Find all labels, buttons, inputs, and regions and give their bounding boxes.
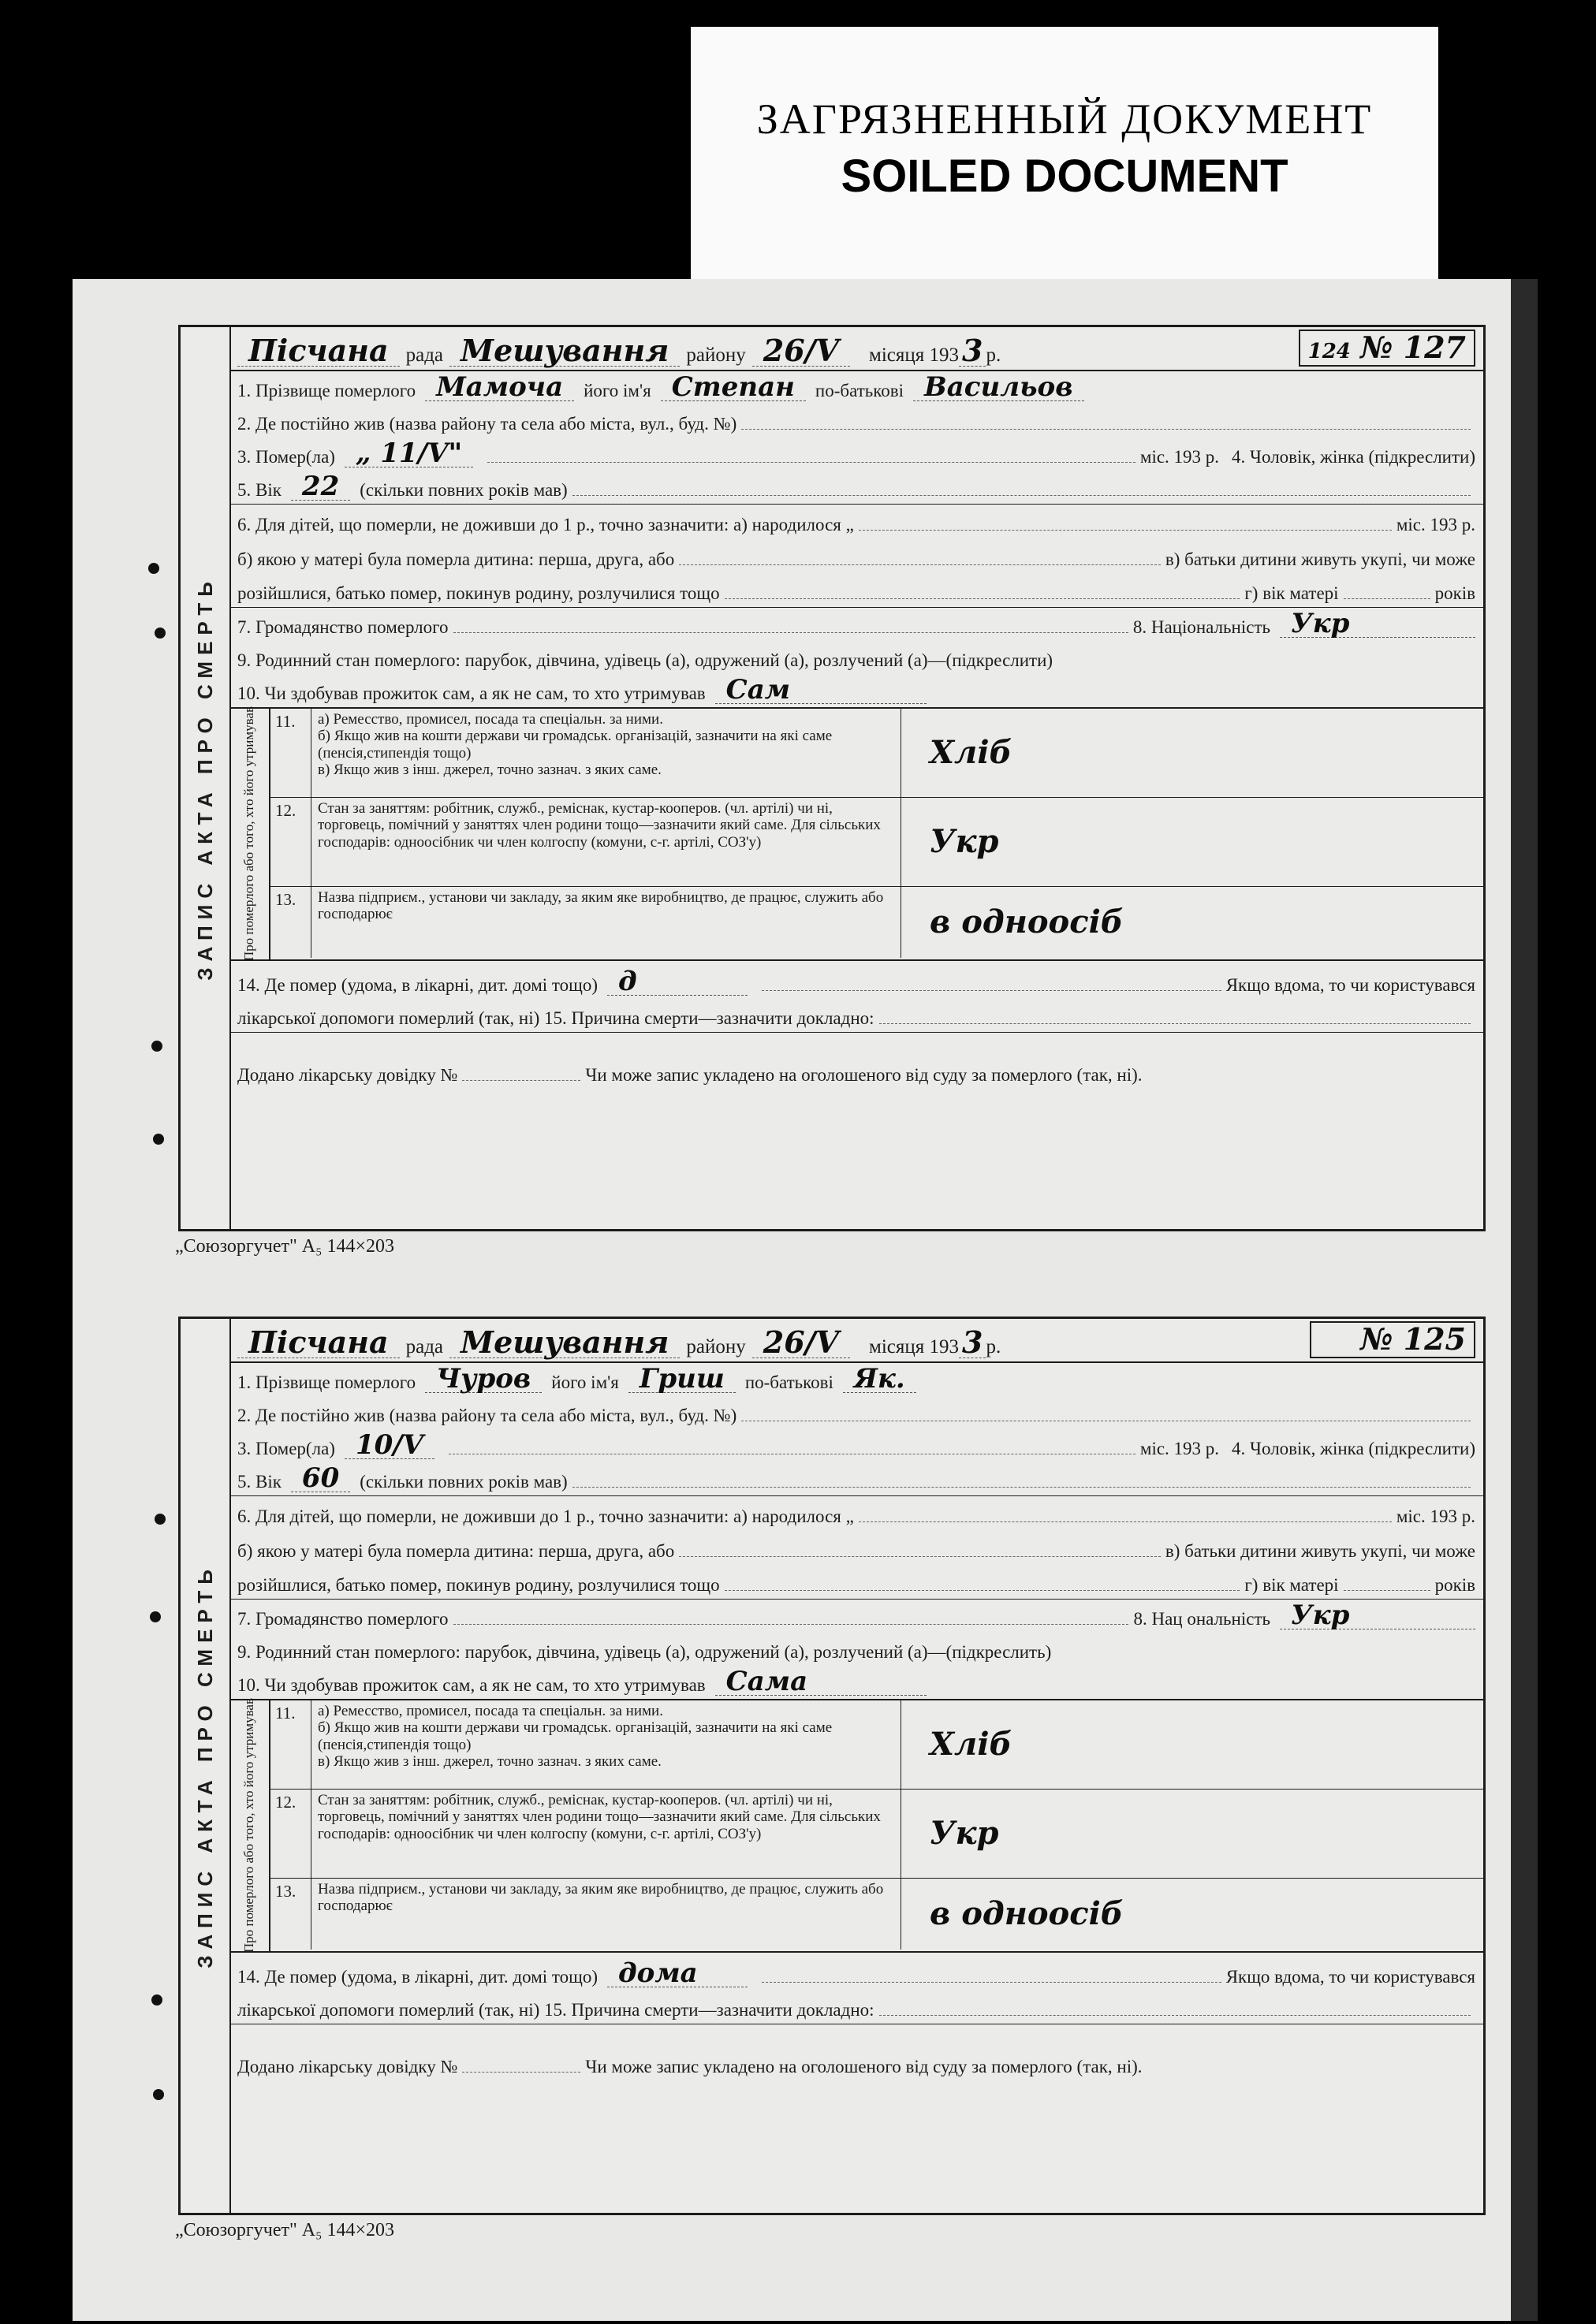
parents-label: в) батьки дитини живуть укупі, чи може [1165, 549, 1475, 569]
row-certificate [229, 1032, 1483, 1089]
child-born-label: 6. Для дітей, що померли, не доживши до 1 р., точно зазначити: а) народилося „ [237, 515, 854, 534]
citizenship-label: 7. Громадянство померлого [237, 617, 449, 637]
item-11-b: б) Якщо жив на кошти держави чи громадськ. організацій, зазначити на які саме (пенсія,стипендія тощо) [318, 728, 833, 762]
item-11 [270, 1700, 1483, 1790]
item-12-text: Стан за заняттям: робітник, служб., реміснак, кустар-кооперов. (чл. артілі) чи ні, торговець, помічний у заняттях член родини тощо—зазначити який саме. Для сільських господарів: одноосібник чи член колгоспу (комуни, с-г. артілі, СОЗ'у) [311, 798, 901, 886]
binding-hole [151, 1994, 162, 2006]
blank-line [859, 529, 1392, 531]
row-died [229, 1429, 1483, 1462]
place-of-death-label: 14. Де помер (удома, в лікарні, дит. домі тощо) [237, 1967, 598, 1987]
years-label: років [1434, 1575, 1475, 1595]
home-care-label: Якщо вдома, то чи користувався [1225, 1967, 1475, 1987]
row-place-of-death [229, 961, 1483, 999]
court-label: Чи може запис укладено на оголошеного від суду за померлого (так, ні). [585, 1065, 1143, 1085]
binding-hole [153, 2089, 164, 2100]
blank-line [572, 494, 1471, 496]
month-label: місяця 193 [869, 345, 960, 366]
row-child-3 [229, 1565, 1483, 1600]
binding-hole [155, 628, 166, 639]
row-age [229, 471, 1483, 504]
died-date: 10/V [345, 1432, 434, 1459]
child-born-month: міс. 193 р. [1396, 515, 1475, 534]
month-label: місяця 193 [869, 1336, 960, 1358]
item-13 [270, 1879, 1483, 1950]
name-label: його ім'я [551, 1372, 619, 1392]
died-month-year: міс. 193 р. [1139, 1439, 1220, 1458]
item-12-answer: Укр [930, 1815, 999, 1852]
blank-line [572, 1486, 1471, 1488]
blank-line [762, 989, 1221, 991]
cause-label: лікарської допомоги померлий (так, ні) 15. Причина смерти—зазначити докладно: [237, 2000, 874, 2020]
record-number-value: № 127 [1360, 330, 1466, 365]
row-support [229, 1666, 1483, 1699]
citizenship-label: 7. Громадянство померлого [237, 1609, 449, 1629]
form-1-footer: „Союзоргучет" А₅ 144×203 [175, 1236, 395, 1257]
support-label: 10. Чи здобував прожиток сам, а як не сам, то хто утримував [237, 683, 706, 703]
form-body [229, 327, 1483, 1229]
raion-label: району [686, 1336, 746, 1358]
name-label: його ім'я [584, 381, 651, 400]
blank-line [462, 2071, 580, 2073]
row-marital [229, 641, 1483, 674]
form-2-footer: „Союзоргучет" А₅ 144×203 [175, 2220, 395, 2240]
death-record-form-2 [178, 1317, 1486, 2215]
blank-line [879, 2014, 1471, 2016]
blank-line [453, 631, 1128, 633]
item-11-b: б) Якщо жив на кошти держави чи громадськ. організацій, зазначити на які саме (пенсія,стипендія тощо) [318, 1719, 833, 1753]
sex-label: 4. Чоловік, жінка (підкреслити) [1232, 447, 1475, 467]
blank-line [449, 1453, 1135, 1454]
item-11-a: а) Ремесство, промисел, посада та спеціальн. за ними. [318, 711, 663, 728]
item-11-c: в) Якщо жив з інш. джерел, точно зазнач. з яких саме. [318, 1752, 662, 1770]
age-note: (скільки повних років мав) [360, 480, 568, 500]
support-label: 10. Чи здобував прожиток сам, а як не сам, то хто утримував [237, 1675, 706, 1695]
binding-hole [151, 1041, 162, 1052]
binding-hole [155, 1514, 166, 1525]
record-year: 3 [959, 1328, 986, 1358]
blank-line [462, 1079, 580, 1081]
cause-label: лікарської допомоги померлий (так, ні) 15. Причина смерти—зазначити докладно: [237, 1008, 874, 1028]
item-11-text [311, 709, 901, 797]
blank-line [741, 428, 1471, 430]
occupation-items [270, 709, 1483, 959]
item-11-number: 11. [270, 1700, 311, 1789]
parents-label: в) батьки дитини живуть укупі, чи може [1165, 1541, 1475, 1561]
patronymic-value: Васильов [913, 374, 1084, 401]
age-note: (скільки повних років мав) [360, 1472, 568, 1492]
item-11 [270, 709, 1483, 798]
item-11-answer: Хліб [930, 734, 1012, 771]
blank-line [679, 564, 1161, 565]
item-13-number: 13. [270, 887, 311, 958]
support-value: Сам [715, 676, 927, 704]
item-12-answer-cell [901, 1790, 1483, 1878]
marital-label: 9. Родинний стан померлого: парубок, дівчина, удівець (а), одружений (а), розлучений (а)—(підкреслити) [237, 650, 1053, 670]
surname-label: 1. Прізвище померлого [237, 1372, 416, 1392]
nationality-value: Укр [1280, 610, 1475, 638]
row-child-1 [229, 504, 1483, 538]
item-13 [270, 887, 1483, 958]
item-11-a: а) Ремесство, промисел, посада та спеціальн. за ними. [318, 1703, 663, 1719]
stamp-line-ru: ЗАГРЯЗНЕННЫЙ ДОКУМЕНТ [756, 95, 1373, 143]
side-title-text: ЗАПИС АКТА ПРО СМЕРТЬ [192, 1563, 217, 1968]
years-label: років [1434, 583, 1475, 603]
record-number-value: № 125 [1360, 1321, 1466, 1357]
item-11-text [311, 1700, 901, 1789]
item-11-number: 11. [270, 709, 311, 797]
binding-hole [153, 1134, 164, 1145]
died-date: „ 11/V" [345, 440, 473, 467]
blank-line [879, 1022, 1471, 1024]
form-side-title [181, 1319, 231, 2213]
age-label: 5. Вік [237, 480, 282, 500]
child-order-label: б) якою у матері була померла дитина: перша, друга, або [237, 1541, 675, 1561]
binding-hole [150, 1611, 161, 1622]
side-title-text: ЗАПИС АКТА ПРО СМЕРТЬ [192, 575, 217, 981]
occupation-items [270, 1700, 1483, 1951]
binding-hole [148, 563, 159, 574]
name-value: Степан [661, 374, 806, 401]
rada-label: рада [405, 1336, 444, 1358]
blank-line [725, 598, 1240, 599]
sex-label: 4. Чоловік, жінка (підкреслити) [1232, 1439, 1475, 1458]
year-suffix: р. [986, 1336, 1001, 1358]
document-sheet [73, 279, 1538, 2321]
patronymic-value: Як. [843, 1365, 916, 1393]
item-12-answer: Укр [930, 823, 999, 860]
marital-label: 9. Родинний стан померлого: парубок, дівчина, удівець (а), одружений (а), розлучений (а)—(підкреслить) [237, 1642, 1052, 1662]
row-place-of-death [229, 1953, 1483, 1991]
blank-line [859, 1521, 1392, 1522]
support-value: Сама [715, 1668, 927, 1696]
certificate-label: Додано лікарську довідку № [237, 1065, 458, 1085]
row-child-2 [229, 538, 1483, 573]
row-died [229, 438, 1483, 471]
row-cause [229, 999, 1483, 1032]
surname-label: 1. Прізвище померлого [237, 381, 416, 400]
age-label: 5. Вік [237, 1472, 282, 1492]
form-side-title [181, 327, 231, 1229]
record-number [1310, 1321, 1475, 1358]
nationality-label: 8. Нац ональність [1133, 1609, 1270, 1629]
item-12 [270, 1790, 1483, 1879]
blank-line [1344, 598, 1430, 599]
nationality-value: Укр [1280, 1602, 1475, 1629]
record-year: 3 [959, 336, 986, 367]
district-name: Мешування [449, 336, 680, 367]
mother-age-label: г) вік матері [1244, 1575, 1339, 1595]
family-status-label: розійшлися, батько помер, покинув родину, розлучилися тощо [237, 1575, 720, 1595]
mother-age-label: г) вік матері [1244, 583, 1339, 603]
blank-line [741, 1420, 1471, 1421]
soiled-document-label [691, 27, 1438, 284]
item-13-answer: в одноосіб [930, 903, 1124, 940]
child-born-month: міс. 193 р. [1396, 1507, 1475, 1526]
age-value: 60 [291, 1465, 350, 1492]
stamp-line-en: SOILED DOCUMENT [841, 151, 1288, 202]
place-of-death-value: дома [607, 1960, 748, 1987]
occupation-block [229, 1699, 1483, 1953]
record-number-over: 124 [1307, 340, 1351, 363]
court-label: Чи може запис укладено на оголошеного від суду за померлого (так, ні). [585, 2057, 1143, 2076]
record-day: 26/V [752, 336, 850, 367]
item-13-answer-cell [901, 887, 1483, 958]
item-13-number: 13. [270, 1879, 311, 1950]
home-care-label: Якщо вдома, то чи користувався [1225, 975, 1475, 995]
form-header [229, 327, 1483, 371]
age-value: 22 [291, 473, 350, 501]
row-cause [229, 1991, 1483, 2024]
row-citizenship [229, 608, 1483, 641]
item-12-number: 12. [270, 798, 311, 886]
row-residence [229, 1396, 1483, 1429]
row-support [229, 674, 1483, 707]
raion-label: району [686, 345, 746, 366]
blank-line [725, 1589, 1240, 1591]
council-name: Пісчана [237, 336, 400, 367]
district-name: Мешування [449, 1328, 680, 1358]
row-child-2 [229, 1530, 1483, 1565]
occupation-block [229, 707, 1483, 961]
item-13-answer: в одноосіб [930, 1895, 1124, 1932]
item-12-answer-cell [901, 798, 1483, 886]
item-12-text: Стан за заняттям: робітник, служб., реміснак, кустар-кооперов. (чл. артілі) чи ні, торговець, помічний у заняттях член родини тощо—зазначити який саме. Для сільських господарів: одноосібник чи член колгоспу (комуни, с-г. артілі, СОЗ'у) [311, 1790, 901, 1878]
row-residence [229, 404, 1483, 438]
patronymic-label: по-батькові [744, 1372, 833, 1392]
form-header [229, 1319, 1483, 1363]
family-status-label: розійшлися, батько помер, покинув родину, розлучилися тощо [237, 583, 720, 603]
occupation-side-text: Про померлого або того, хто його утримував [241, 1698, 256, 1953]
occupation-side-label [229, 1700, 270, 1951]
death-record-form-1 [178, 325, 1486, 1231]
record-number [1299, 330, 1475, 367]
row-surname [229, 1363, 1483, 1396]
blank-line [1344, 1589, 1430, 1591]
form-body [229, 1319, 1483, 2213]
rada-label: рада [405, 345, 444, 366]
item-11-answer-cell [901, 1700, 1483, 1789]
surname-value: Чуров [425, 1365, 542, 1393]
row-certificate [229, 2024, 1483, 2080]
place-of-death-label: 14. Де помер (удома, в лікарні, дит. домі тощо) [237, 975, 598, 995]
blank-line [762, 1981, 1221, 1983]
item-13-text: Назва підприєм., установи чи закладу, за яким яке виробництво, де працює, служить або господарює [311, 887, 901, 958]
name-value: Гриш [628, 1365, 736, 1393]
blank-line [679, 1555, 1161, 1557]
row-citizenship [229, 1600, 1483, 1633]
residence-label: 2. Де постійно жив (назва району та села або міста, вул., буд. №) [237, 414, 737, 434]
row-child-1 [229, 1495, 1483, 1530]
item-11-answer-cell [901, 709, 1483, 797]
residence-label: 2. Де постійно жив (назва району та села або міста, вул., буд. №) [237, 1406, 737, 1425]
council-name: Пісчана [237, 1328, 400, 1358]
item-11-c: в) Якщо жив з інш. джерел, точно зазнач. з яких саме. [318, 761, 662, 778]
surname-value: Мамоча [425, 374, 574, 401]
record-day: 26/V [752, 1328, 850, 1358]
died-month-year: міс. 193 р. [1139, 447, 1220, 467]
item-12-number: 12. [270, 1790, 311, 1878]
nationality-label: 8. Національність [1132, 617, 1270, 637]
item-12 [270, 798, 1483, 887]
blank-line [453, 1623, 1129, 1625]
died-label: 3. Помер(ла) [237, 447, 335, 467]
row-child-3 [229, 573, 1483, 608]
patronymic-label: по-батькові [815, 381, 904, 400]
row-age [229, 1462, 1483, 1495]
child-order-label: б) якою у матері була померла дитина: перша, друга, або [237, 549, 675, 569]
child-born-label: 6. Для дітей, що померли, не доживши до 1 р., точно зазначити: а) народилося „ [237, 1507, 854, 1526]
occupation-side-label [229, 706, 270, 962]
year-suffix: р. [986, 345, 1001, 366]
row-marital [229, 1633, 1483, 1666]
item-13-text: Назва підприєм., установи чи закладу, за яким яке виробництво, де працює, служить або господарює [311, 1879, 901, 1950]
item-11-answer: Хліб [930, 1726, 1012, 1763]
died-label: 3. Помер(ла) [237, 1439, 335, 1458]
blank-line [487, 461, 1135, 463]
occupation-side-text: Про померлого або того, хто його утримував [241, 706, 256, 962]
row-surname [229, 371, 1483, 404]
place-of-death-value: д [607, 968, 748, 996]
item-13-answer-cell [901, 1879, 1483, 1950]
certificate-label: Додано лікарську довідку № [237, 2057, 458, 2076]
